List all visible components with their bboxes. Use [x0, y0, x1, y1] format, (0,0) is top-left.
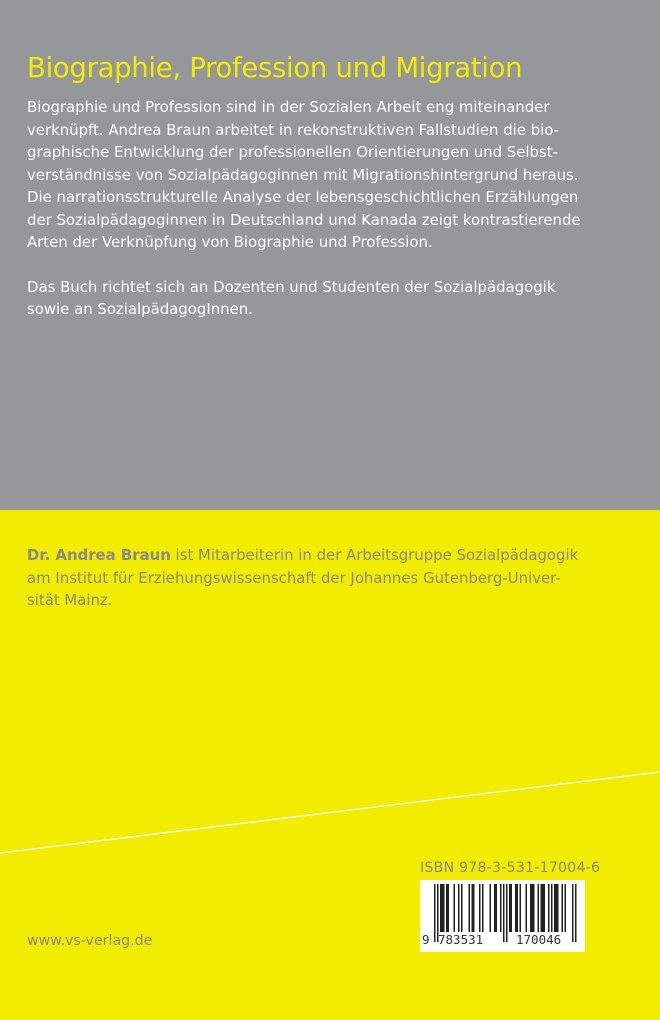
book-title: Biographie, Profession und Migration	[27, 52, 523, 84]
barcode-bar	[565, 884, 567, 932]
barcode-bar	[500, 884, 502, 932]
author-bio	[27, 544, 637, 612]
book-blurb	[27, 96, 637, 321]
barcode-bar	[554, 884, 556, 932]
barcode-bar	[557, 884, 559, 932]
barcode-bar	[509, 884, 511, 932]
barcode-digits-left: 783531	[438, 932, 484, 947]
barcode-bar	[532, 884, 534, 932]
author-name: Dr. Andrea Braun	[27, 546, 171, 564]
blurb-line: verknüpft. Andrea Braun arbeitet in rekonstruktiven Fallstudien die bio-	[27, 120, 560, 139]
blurb-line: sowie an SozialpädagogInnen.	[27, 300, 253, 318]
diagonal-divider-line	[0, 770, 660, 860]
blurb-line: graphische Entwicklung der professionellen Orientierungen und Selbst-	[27, 143, 558, 161]
barcode-bar	[551, 884, 553, 932]
barcode-bar	[544, 884, 546, 932]
author-bio-text: ist Mitarbeiterin in der Arbeitsgruppe Sozialpädagogik	[170, 546, 579, 564]
barcode-bar	[469, 884, 471, 932]
author-bio-line: sität Mainz.	[27, 591, 113, 609]
isbn-label: ISBN 978-3-531-17004-6	[420, 860, 601, 876]
barcode-bar	[448, 884, 450, 932]
author-bio-line: am Institut für Erziehungswissenschaft der Johannes Gutenberg-Univer-	[27, 568, 561, 587]
barcode-bar	[538, 884, 540, 932]
barcode-bar	[440, 884, 442, 932]
blurb-line: Biographie und Profession sind in der Sozialen Arbeit eng miteinander	[27, 98, 550, 116]
barcode-digit-first: 9	[422, 932, 430, 947]
author-bio-line	[27, 544, 637, 567]
barcode-bar	[473, 884, 475, 932]
barcode-bar	[548, 884, 550, 932]
barcode-bar	[556, 884, 558, 932]
blurb-line: Die narrationsstrukturelle Analyse der lebensgeschichtlichen Erzählungen	[27, 188, 579, 206]
barcode-bar	[517, 884, 519, 932]
paragraph-gap	[27, 254, 637, 276]
barcode-digits	[420, 932, 585, 950]
barcode-bar	[511, 884, 513, 932]
blurb-line: Das Buch richtet sich an Dozenten und Studenten der Sozialpädagogik	[27, 277, 556, 296]
barcode-bar	[461, 884, 463, 932]
barcode-bar	[526, 884, 528, 932]
blurb-line: der Sozialpädagoginnen in Deutschland und Kanada zeigt kontrastierende	[27, 210, 581, 229]
barcode-bar	[541, 884, 543, 932]
barcode-bar	[490, 884, 492, 932]
barcode-bar	[458, 884, 460, 932]
barcode-bar	[442, 884, 444, 932]
barcode-bar	[496, 884, 498, 932]
barcode-bar	[446, 884, 448, 932]
barcode-bar	[479, 884, 481, 932]
barcode-bar	[562, 884, 564, 932]
barcode-bar	[443, 884, 445, 932]
barcode-digits-right: 170046	[516, 932, 562, 947]
blurb-line: verständnisse von Sozialpädagoginnen mit Migrationshintergrund heraus.	[27, 165, 579, 184]
barcode-bar	[530, 884, 532, 932]
barcode-bar	[533, 884, 535, 932]
barcode-bar	[472, 884, 474, 932]
barcode-bar	[515, 884, 517, 932]
isbn-barcode	[420, 880, 585, 952]
blurb-line: Arten der Verknüpfung von Biographie und Profession.	[27, 233, 433, 251]
barcode-bar	[454, 884, 456, 932]
barcode-bar	[542, 884, 544, 932]
barcode-bar	[494, 884, 496, 932]
barcode-bar	[520, 884, 522, 932]
publisher-url: www.vs-verlag.de	[27, 933, 153, 949]
barcode-bar	[482, 884, 484, 932]
